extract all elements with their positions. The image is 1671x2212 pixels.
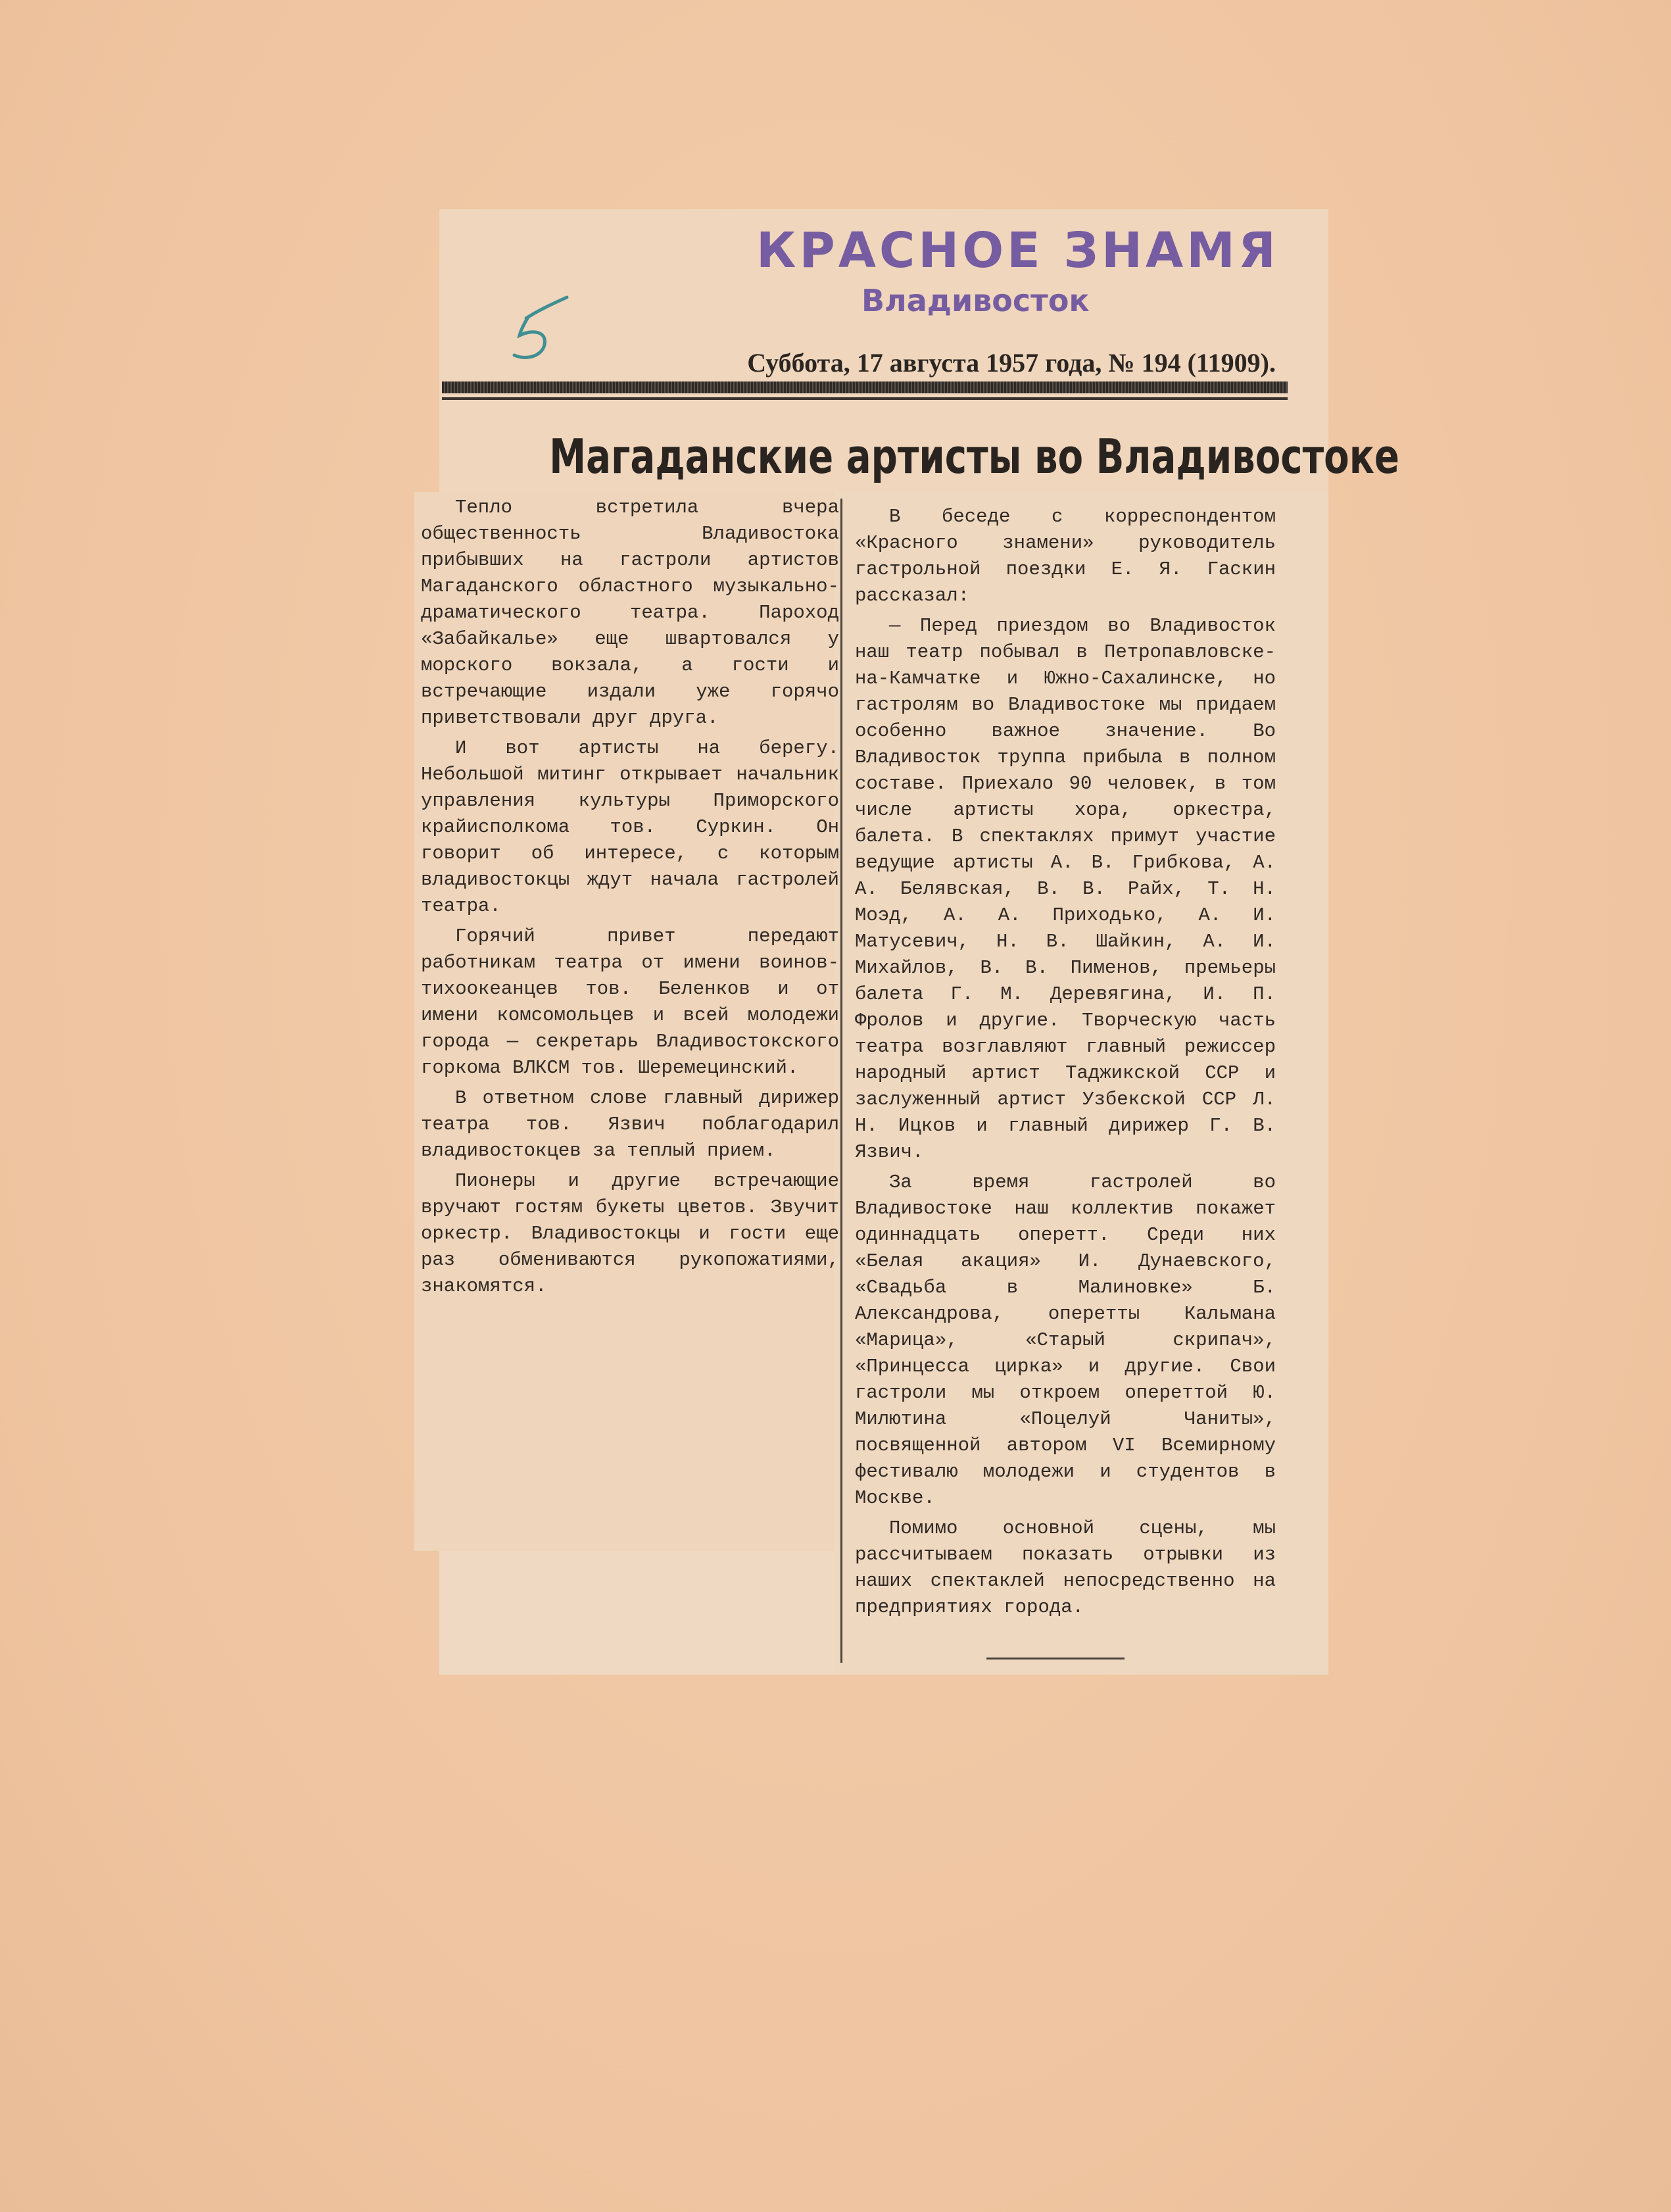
article-end-rule <box>986 1658 1125 1659</box>
newspaper-stamp-title: КРАСНОЕ ЗНАМЯ <box>756 222 1279 279</box>
newspaper-stamp-city: Владивосток <box>861 283 1090 318</box>
right-paragraph: — Перед приездом во Владивосток наш театр побывал в Петропавловске-на-Камчатке и Южно-Сахалинске, но гастролям во Владивостоке мы придаем особенно важное значение. Во Владивосток труппа прибыла в полном составе. Приехало 90 человек, в том числе артисты хора, оркестра, балета. В спектаклях примут участие ведущие артисты А. В. Грибкова, А. А. Белявская, В. В. Райх, Т. Н. Моэд, А. А. Приходько, А. И. Матусевич, Н. В. Шайкин, А. И. Михайлов, В. В. Пименов, премьеры балета Г. М. Деревягина, И. П. Фролов и другие. Творческую часть театра возглавляют главный режиссер народный артист Таджикской ССР и заслуженный артист Узбекской ССР Л. Н. Ицков и главный дирижер Г. В. Язвич. <box>855 615 1276 1163</box>
column-divider <box>840 499 842 1663</box>
left-paragraph: Тепло встретила вчера общественность Владивостока прибывших на гастроли артистов Магаданского областного музыкально-драматического театра. Пароход «Забайкалье» еще швартовался у морского вокзала, а гости и встречающие издали уже горячо приветствовали друг друга. <box>421 497 839 729</box>
right-paragraph: Помимо основной сцены, мы рассчитываем показать отрывки из наших спектаклей непосредственно на предприятиях города. <box>855 1517 1276 1618</box>
right-paragraph: В беседе с корреспондентом «Красного знамени» руководитель гастрольной поездки Е. Я. Гаскин рассказал: <box>855 506 1276 606</box>
article-headline: Магаданские артисты во Владивостоке <box>549 429 1399 484</box>
masthead-rule-thin <box>442 397 1288 400</box>
article-left-column <box>421 495 839 1304</box>
left-paragraph: Горячий привет передают работникам театра от имени воинов-тихоокеанцев тов. Беленков и от имени комсомольцев и всей молодежи города — секретарь Владивостокского горкома ВЛКСМ тов. Шеремецинский. <box>421 925 839 1079</box>
issue-dateline: Суббота, 17 августа 1957 года, № 194 (11909). <box>747 348 1276 378</box>
left-paragraph: И вот артисты на берегу. Небольшой митинг открывает начальник управления культуры Приморского крайисполкома тов. Суркин. Он говорит об интересе, с которым владивостокцы ждут начала гастролей театра. <box>421 737 839 917</box>
right-paragraph: За время гастролей во Владивостоке наш коллектив покажет одиннадцать оперетт. Среди них «Белая акация» И. Дунаевского, «Свадьба в Малиновке» Б. Александрова, оперетты Кальмана «Марица», «Старый скрипач», «Принцесса цирка» и другие. Свои гастроли мы откроем опереттой Ю. Милютина «Поцелуй Чаниты», посвященной автором VI Всемирному фестивалю молодежи и студентов в Москве. <box>855 1171 1276 1509</box>
article-right-column <box>855 504 1276 1625</box>
left-paragraph: В ответном слове главный дирижер театра тов. Язвич поблагодарил владивостокцев за теплый прием. <box>421 1087 839 1162</box>
handwritten-number-mark <box>506 289 579 368</box>
left-paragraph: Пионеры и другие встречающие вручают гостям букеты цветов. Звучит оркестр. Владивостокцы и гости еще раз обмениваются рукопожатиями, знакомятся. <box>421 1170 839 1297</box>
masthead-rule <box>442 381 1288 393</box>
